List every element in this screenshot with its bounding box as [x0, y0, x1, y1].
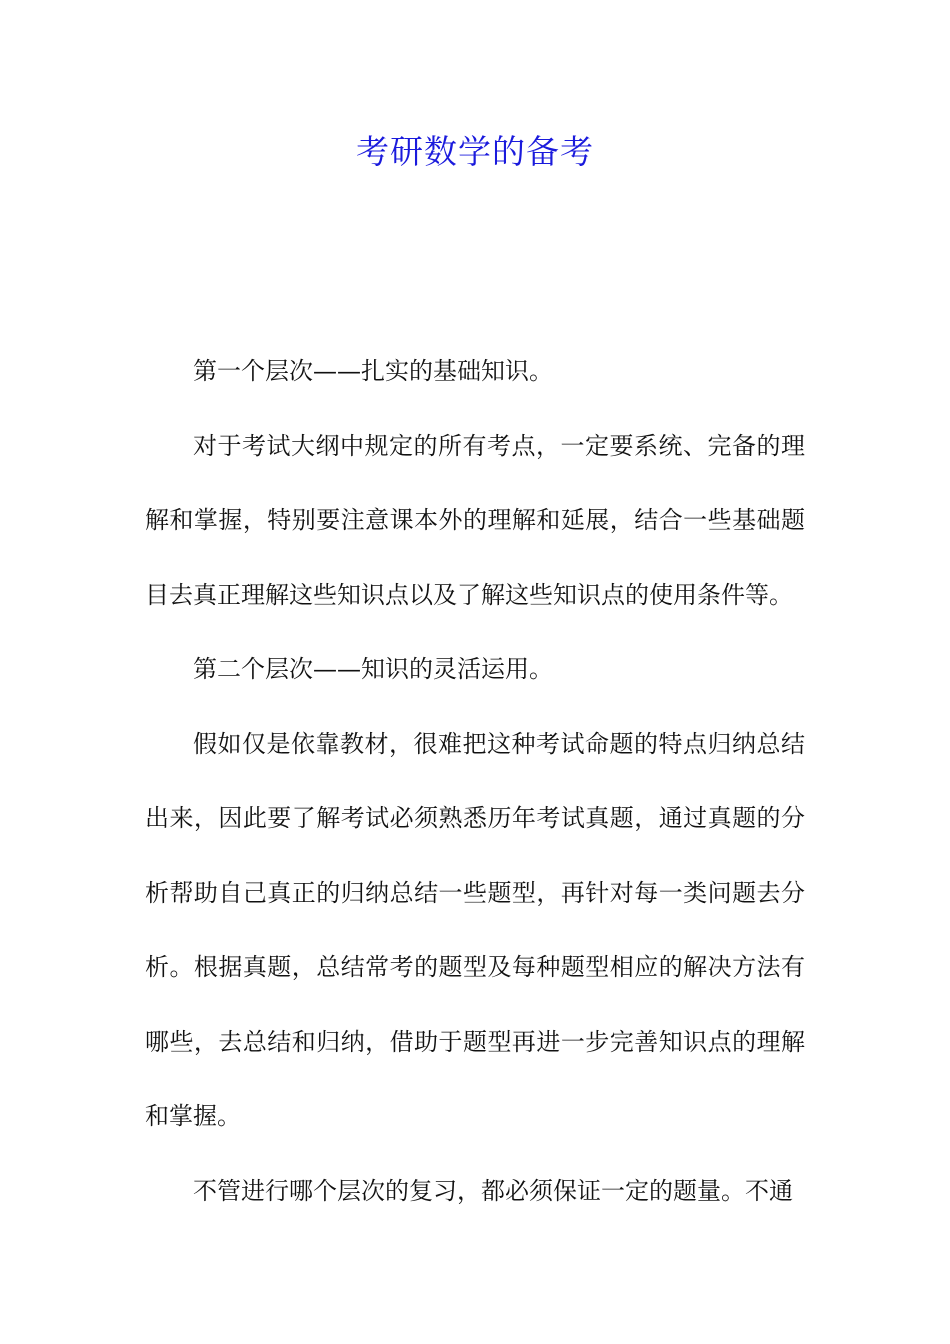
paragraph-level-two-body: 假如仅是依靠教材，很难把这种考试命题的特点归纳总结出来，因此要了解考试必须熟悉历年考试真题，通过真题的分析帮助自己真正的归纳总结一些题型，再针对每一类问题去分析。根据真题，总结常考的题型及每种题型相应的解决方法有哪些，去总结和归纳，借助于题型再进一步完善知识点的理解和掌握。 — [145, 729, 805, 1130]
page-title: 考研数学的备考 — [356, 132, 594, 171]
paragraph-level-two-heading: 第二个层次——知识的灵活运用。 — [193, 655, 553, 683]
document-body — [145, 334, 805, 1228]
paragraph-practice-note: 不管进行哪个层次的复习，都必须保证一定的题量。不通 — [193, 1176, 793, 1205]
paragraph-level-one-heading: 第一个层次——扎实的基础知识。 — [193, 357, 553, 385]
paragraph-level-one-body: 对于考试大纲中规定的所有考点，一定要系统、完备的理解和掌握，特别要注意课本外的理解和延展，结合一些基础题目去真正理解这些知识点以及了解这些知识点的使用条件等。 — [145, 431, 805, 609]
